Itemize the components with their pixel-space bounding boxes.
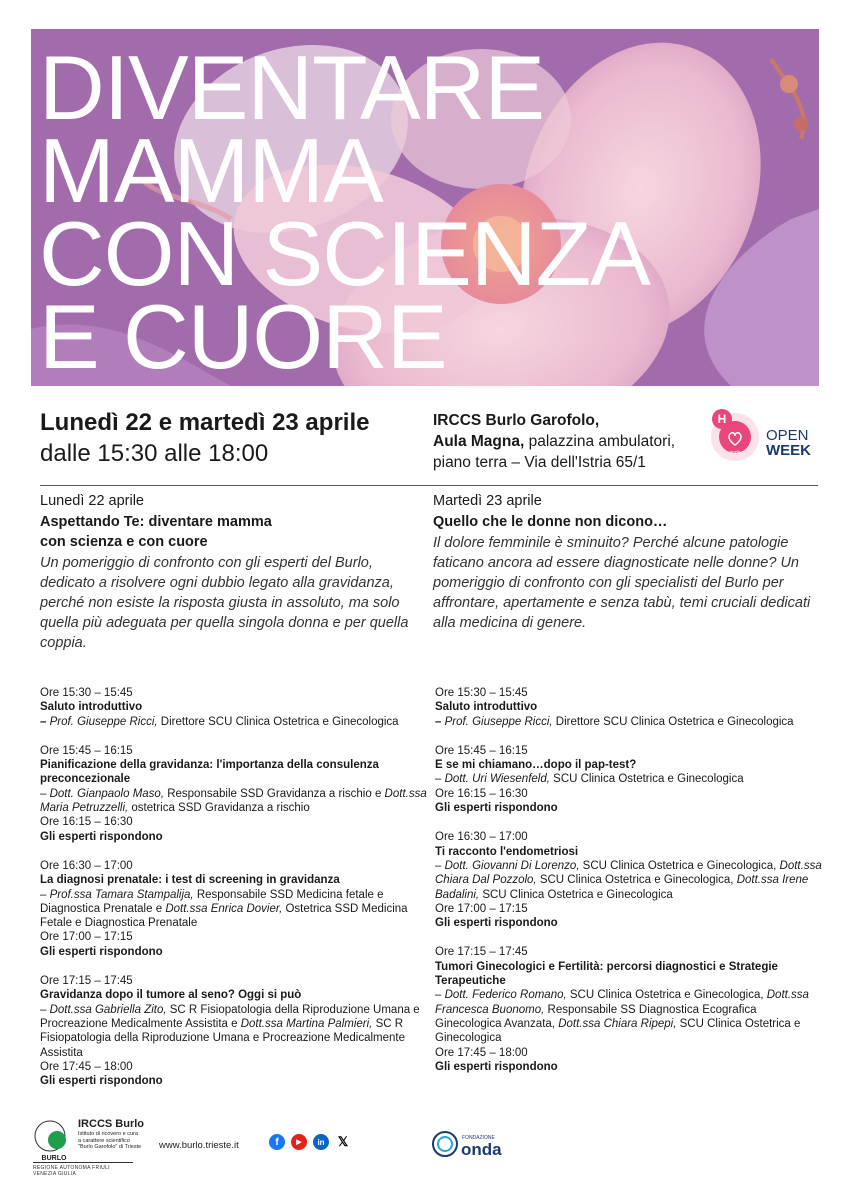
speaker-role: SCU Clinica Ostetrica e Ginecologica	[479, 888, 673, 901]
open-week-logo	[708, 405, 823, 465]
speaker-role: ostetrica SSD Gravidanza a rischio	[128, 802, 310, 815]
speaker-role: Ostetrica SSD Medicina Fetale e Diagnostica Prenatale	[40, 902, 408, 930]
slot-time: Ore 15:30 – 15:45	[435, 687, 528, 699]
burlo-mark-text: BURLO	[41, 1155, 67, 1162]
speaker-role: Responsabile SSD Gravidanza a rischio e	[164, 787, 385, 800]
speaker-name: Prof.ssa Tamara Stampalija,	[49, 888, 194, 901]
speaker-dash: –	[435, 859, 445, 872]
speaker-role: SCU Clinica Ostetrica e Ginecologica	[549, 773, 744, 786]
facebook-icon[interactable]: f	[269, 1134, 285, 1150]
speaker-name: Dott.ssa Irene Badalini,	[435, 874, 809, 901]
speaker-role: Responsabile SSD Medicina fetale e Diagnostica Prenatale e	[40, 888, 384, 915]
slot-title: La diagnosi prenatale: i test di screening in gravidanza	[40, 874, 340, 887]
slot-qa-time: Ore 17:45 – 18:00	[435, 1046, 528, 1059]
social-links	[269, 1134, 351, 1150]
slot-speakers	[435, 860, 822, 901]
speaker-name: Dott.ssa Maria Petruzzelli,	[40, 787, 427, 815]
event-title	[39, 38, 650, 386]
slot-title: Tumori Ginecologici e Fertilità: percorsi diagnostici e Strategie Terapeutiche	[435, 960, 778, 988]
slot-speakers	[40, 716, 399, 728]
x-icon[interactable]: 𝕏	[335, 1134, 351, 1150]
open-week-brand: onda	[729, 450, 741, 456]
day2-date: Martedì 23 aprile	[433, 493, 542, 509]
venue-room: Aula Magna,	[433, 433, 525, 450]
day1-program	[40, 686, 430, 1103]
slot-speakers	[40, 889, 408, 930]
speaker-name: Prof. Giuseppe Ricci,	[444, 715, 553, 728]
slot-time: Ore 16:30 – 17:00	[40, 859, 133, 872]
burlo-sub2: a carattere scientifico	[78, 1137, 130, 1144]
program-slot	[435, 686, 825, 729]
slot-qa-time: Ore 17:00 – 17:15	[435, 902, 528, 915]
onda-name: onda	[461, 1140, 502, 1159]
speaker-name: Dott.ssa Martina Palmieri,	[240, 1017, 373, 1030]
slot-title: Ti racconto l'endometriosi	[435, 845, 579, 858]
slot-speakers	[435, 989, 809, 1044]
venue-name: IRCCS Burlo Garofolo,	[433, 412, 600, 429]
region-label: REGIONE AUTONOMA FRIULI VENEZIA GIULIA	[33, 1162, 133, 1177]
svg-text:H: H	[717, 412, 727, 426]
speaker-name: Dott. Giovanni Di Lorenzo,	[444, 859, 580, 872]
speaker-dash: –	[40, 715, 50, 728]
website-link[interactable]: www.burlo.trieste.it	[159, 1140, 239, 1151]
slot-time: Ore 17:15 – 17:45	[435, 946, 528, 959]
program-slot	[40, 974, 430, 1088]
day1-date: Lunedì 22 aprile	[40, 493, 144, 509]
slot-qa-title: Gli esperti rispondono	[40, 945, 163, 958]
speaker-dash: –	[435, 989, 445, 1002]
slot-title: Saluto introduttivo	[40, 701, 143, 714]
burlo-sub3: "Burlo Garofolo" di Trieste	[78, 1144, 142, 1150]
speaker-role: SCU Clinica Ostetrica e Ginecologica,	[566, 989, 767, 1002]
open-week-word1: OPEN	[766, 427, 809, 444]
title-line-4: E CUORE	[39, 287, 447, 386]
program-slot	[40, 744, 430, 844]
slot-title: Pianificazione della gravidanza: l'importanza della consulenza preconcezionale	[40, 759, 379, 786]
burlo-name: IRCCS Burlo	[78, 1118, 144, 1130]
speaker-dash: –	[435, 773, 445, 786]
speaker-role: SC R Fisiopatologia della Riproduzione Umana e Procreazione Medicalmente Assistita e	[40, 1003, 420, 1030]
program-slot	[40, 859, 430, 959]
day2-program	[435, 686, 825, 1089]
open-week-word2: WEEK	[766, 442, 811, 459]
slot-time: Ore 15:45 – 16:15	[435, 744, 528, 757]
speaker-name: Dott.ssa Francesca Buonomo,	[435, 989, 809, 1016]
program-slot	[435, 830, 825, 930]
linkedin-icon[interactable]: in	[313, 1134, 329, 1150]
slot-title: E se mi chiamano…dopo il pap-test?	[435, 759, 637, 772]
venue-room-rest: palazzina ambulatori,	[524, 433, 676, 450]
speaker-name: Dott.ssa Gabriella Zito,	[49, 1003, 167, 1016]
slot-speakers	[40, 1004, 420, 1059]
day1-title-line2: con scienza e con cuore	[40, 534, 208, 550]
speaker-name: Dott.ssa Chiara Dal Pozzolo,	[435, 859, 822, 887]
onda-foundation-label: FONDAZIONE	[462, 1135, 495, 1141]
slot-qa-time: Ore 16:15 – 16:30	[40, 816, 133, 829]
slot-title: Gravidanza dopo il tumore al seno? Oggi si può	[40, 989, 302, 1002]
day1-title	[40, 512, 420, 552]
slot-qa-time: Ore 17:00 – 17:15	[40, 931, 133, 944]
speaker-dash: –	[40, 888, 50, 901]
onda-logo	[432, 1128, 522, 1160]
title-line-1: DIVENTARE	[39, 38, 545, 139]
speaker-name: Prof. Giuseppe Ricci,	[49, 715, 158, 728]
slot-speakers	[435, 773, 744, 785]
speaker-role: Direttore SCU Clinica Ostetrica e Ginecologica	[157, 715, 399, 728]
speaker-dash: –	[40, 1003, 50, 1016]
title-line-3: CON SCIENZA	[39, 204, 650, 305]
speaker-dash: –	[435, 715, 445, 728]
burlo-logo-icon	[33, 1118, 75, 1162]
slot-time: Ore 15:45 – 16:15	[40, 744, 133, 757]
speaker-role: SC R Fisiopatologia della Riproduzione Umana e Procreazione Medicalmente Assistita	[40, 1017, 406, 1059]
burlo-logo-text	[78, 1120, 144, 1151]
day2-description: Il dolore femminile è sminuito? Perché alcune patologie faticano ancora ad essere diagnosticate nelle donne? Un pomeriggio di confronto con gli specialisti del Burlo per affrontare, apertamente e senza tabù, temi cruciali dedicati alla medicina di genere.	[433, 535, 811, 631]
speaker-dash: –	[40, 787, 50, 800]
dates-days: Lunedì 22 e martedì 23 aprile	[40, 409, 370, 436]
speaker-name: Dott.ssa Chiara Ripepi,	[558, 1017, 677, 1030]
speaker-name: Dott. Uri Wiesenfeld,	[444, 773, 550, 786]
venue-address: piano terra – Via dell'Istria 65/1	[433, 454, 646, 471]
event-dates	[40, 408, 369, 470]
speaker-role: SCU Clinica Ostetrica e Ginecologica	[435, 1017, 801, 1045]
day1-description: Un pomeriggio di confronto con gli esperti del Burlo, dedicato a risolvere ogni dubbio legato alla gravidanza, perché non esiste la risposta giusta in assoluto, ma solo quella più adeguata per quella singola donna e per quella coppia.	[40, 555, 409, 651]
slot-qa-title: Gli esperti rispondono	[40, 830, 163, 843]
slot-time: Ore 15:30 – 15:45	[40, 687, 133, 699]
slot-time: Ore 17:15 – 17:45	[40, 975, 133, 988]
slot-qa-title: Gli esperti rispondono	[40, 1075, 163, 1088]
slot-speakers	[40, 788, 427, 814]
burlo-sub1: Istituto di ricovero e cura	[78, 1131, 138, 1137]
section-divider	[40, 485, 818, 486]
speaker-name: Dott. Federico Romano,	[444, 989, 567, 1002]
dates-hours: dalle 15:30 alle 18:00	[40, 440, 269, 467]
speaker-role: Responsabile SS Diagnostica Ecografica Ginecologica Avanzata,	[435, 1003, 757, 1030]
speaker-role: Direttore SCU Clinica Ostetrica e Ginecologica	[552, 715, 794, 728]
youtube-icon[interactable]: ▶	[291, 1134, 307, 1150]
slot-time: Ore 16:30 – 17:00	[435, 831, 528, 844]
title-line-2: MAMMA	[39, 121, 383, 222]
program-slot	[40, 686, 430, 729]
hero-banner	[31, 29, 819, 386]
day1-intro	[40, 492, 420, 653]
slot-qa-title: Gli esperti rispondono	[435, 802, 558, 815]
day2-intro	[433, 492, 823, 633]
speaker-name: Dott. Gianpaolo Maso,	[49, 787, 165, 800]
speaker-name: Dott.ssa Enrica Dovier,	[165, 902, 283, 915]
event-venue	[433, 410, 675, 473]
slot-qa-time: Ore 16:15 – 16:30	[435, 787, 528, 800]
slot-speakers	[435, 716, 794, 728]
program-slot	[435, 945, 825, 1074]
slot-qa-time: Ore 17:45 – 18:00	[40, 1060, 133, 1073]
day2-title: Quello che le donne non dicono…	[433, 514, 668, 530]
speaker-role: SCU Clinica Ostetrica e Ginecologica,	[536, 874, 737, 887]
slot-qa-title: Gli esperti rispondono	[435, 917, 558, 930]
speaker-role: SCU Clinica Ostetrica e Ginecologica,	[579, 859, 780, 872]
footer	[0, 1110, 846, 1200]
day1-title-line1: Aspettando Te: diventare mamma	[40, 514, 272, 530]
slot-title: Saluto introduttivo	[435, 701, 538, 714]
slot-qa-title: Gli esperti rispondono	[435, 1060, 558, 1073]
program-slot	[435, 744, 825, 815]
